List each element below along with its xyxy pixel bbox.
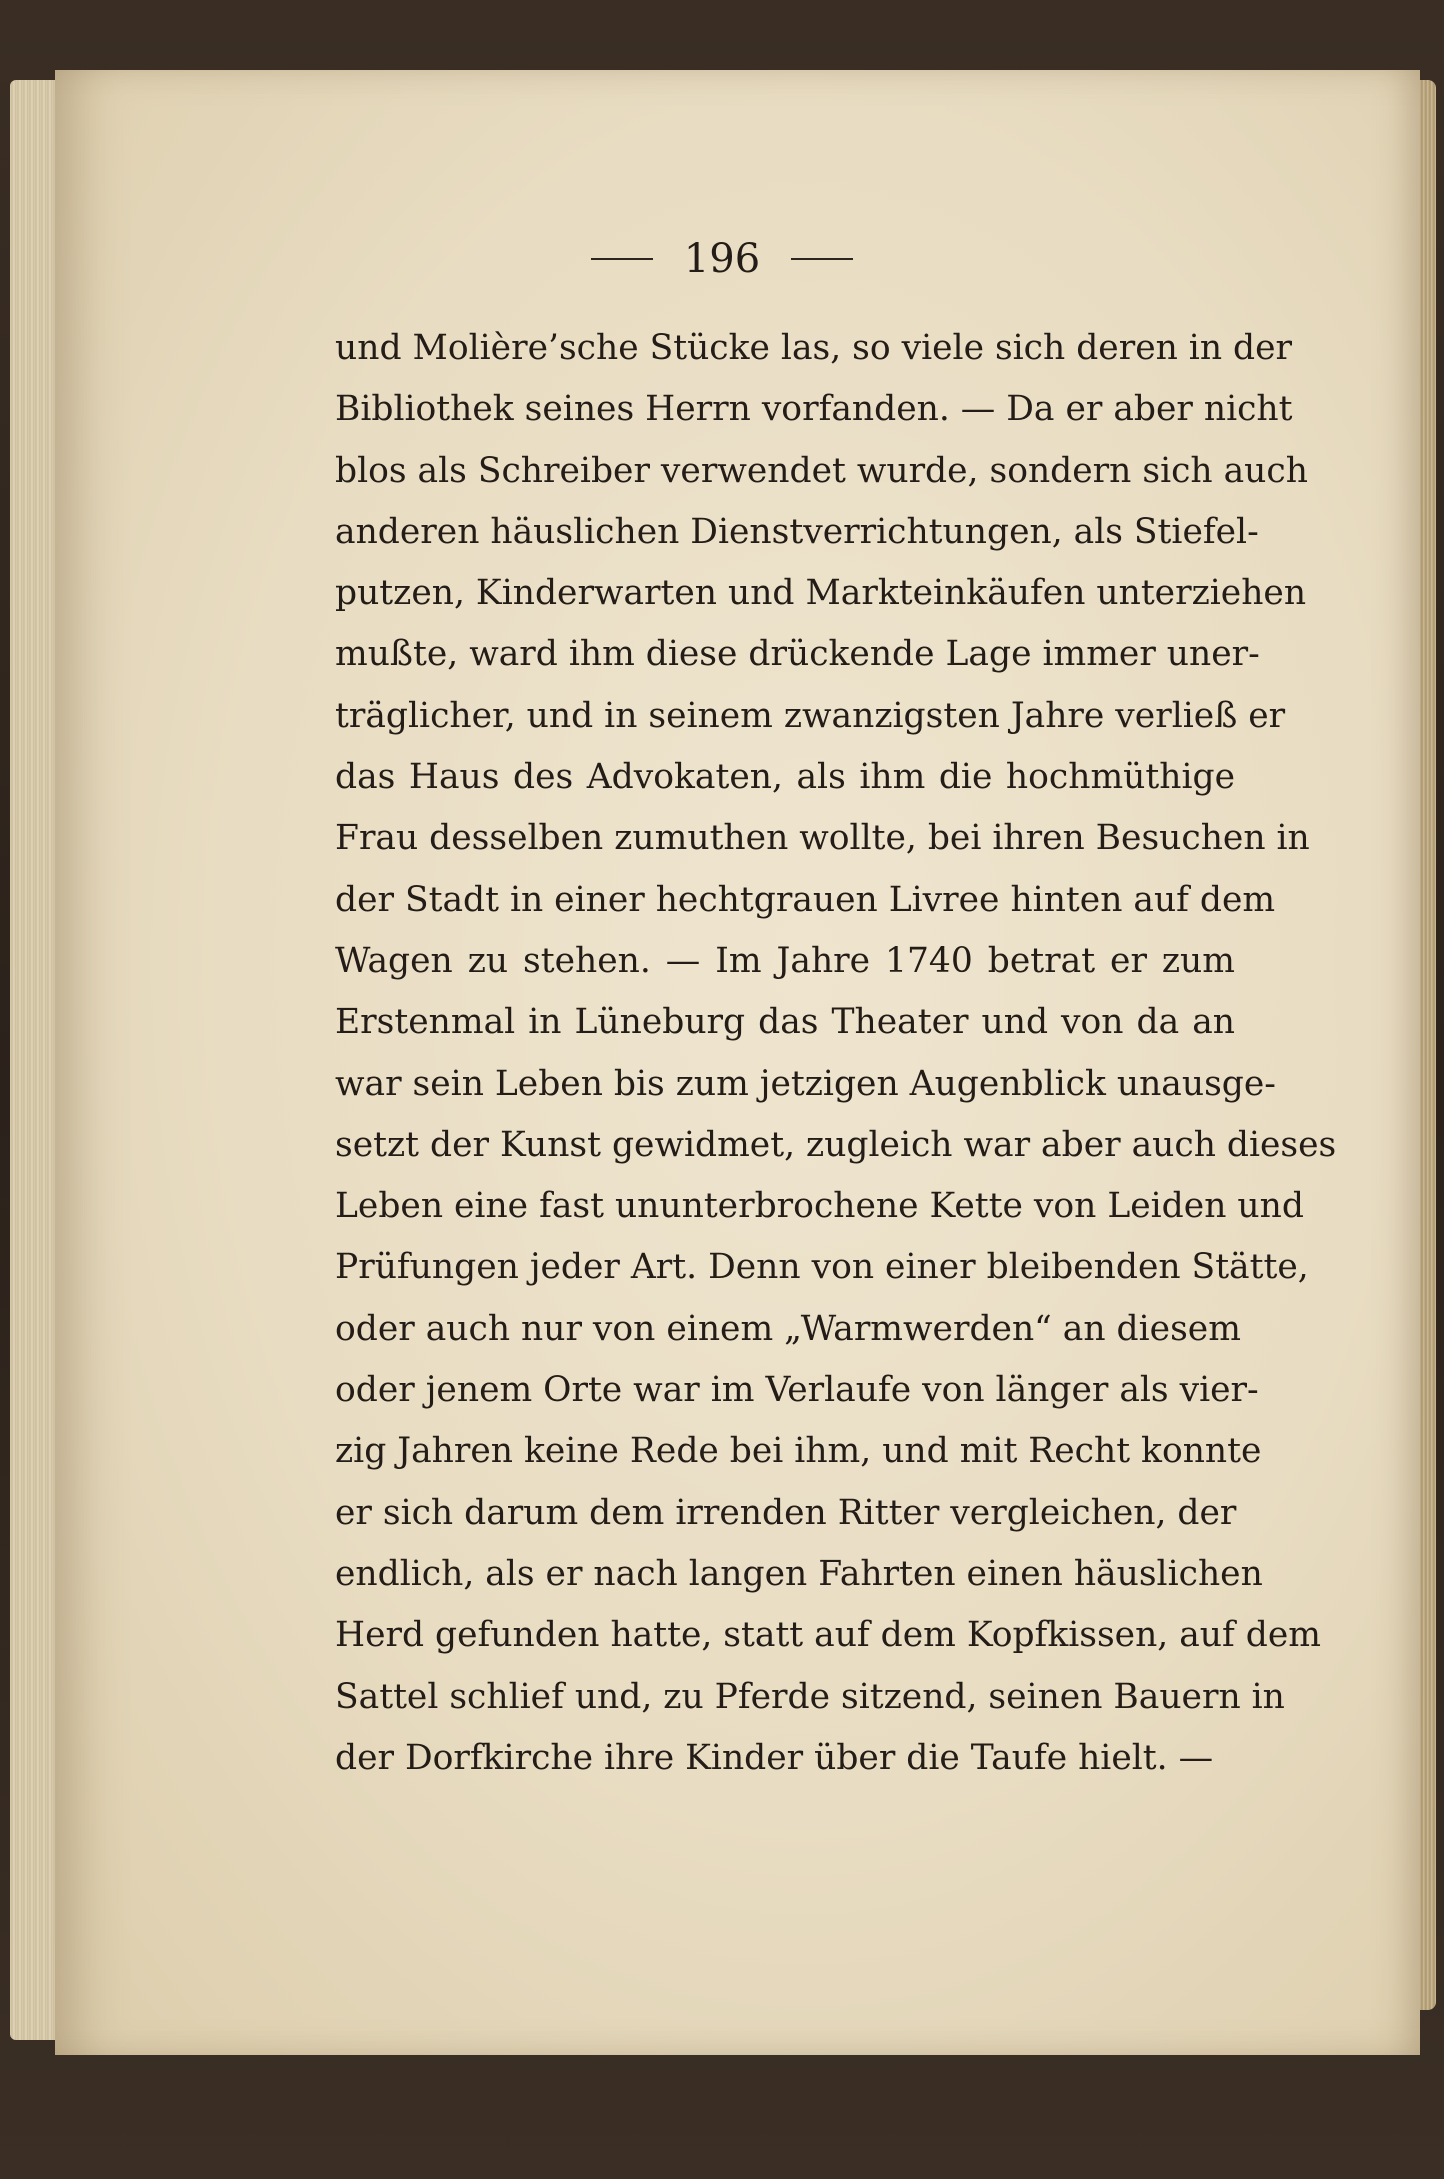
- text-line: träglicher, und in seinem zwanzigsten Jahre verließ er: [335, 695, 1286, 736]
- text-line: oder auch nur von einem „Warmwerden“ an diesem: [335, 1308, 1241, 1349]
- text-line: endlich, als er nach langen Fahrten einen häuslichen: [335, 1553, 1263, 1594]
- text-line: er sich darum dem irrenden Ritter vergleichen, der: [335, 1492, 1237, 1533]
- text-line: der Dorfkirche ihre Kinder über die Taufe hielt. —: [335, 1737, 1214, 1778]
- text-line: Wagen zu stehen. — Im Jahre 1740 betrat er zum: [335, 940, 1235, 981]
- text-line: Prüfungen jeder Art. Denn von einer bleibenden Stätte,: [335, 1247, 1309, 1288]
- text-line: war sein Leben bis zum jetzigen Augenblick unausge-: [335, 1063, 1276, 1104]
- text-line: mußte, ward ihm diese drückende Lage immer uner-: [335, 634, 1260, 675]
- text-line: Leben eine fast ununterbrochene Kette von Leiden und: [335, 1186, 1304, 1227]
- text-line: Herd gefunden hatte, statt auf dem Kopfkissen, auf dem: [335, 1615, 1321, 1656]
- text-line: Frau desselben zumuthen wollte, bei ihren Besuchen in: [335, 818, 1310, 859]
- text-line: der Stadt in einer hechtgrauen Livree hinten auf dem: [335, 879, 1276, 920]
- text-line: Erstenmal in Lüneburg das Theater und von da an: [335, 1002, 1235, 1043]
- header-rule-right: [791, 258, 853, 260]
- text-line: anderen häuslichen Dienstverrichtungen, als Stiefel-: [335, 511, 1259, 552]
- body-text: [335, 318, 1337, 1789]
- text-line: oder jenem Orte war im Verlaufe von länger als vier-: [335, 1370, 1259, 1411]
- text-line: setzt der Kunst gewidmet, zugleich war aber auch dieses: [335, 1124, 1337, 1165]
- text-line: Bibliothek seines Herrn vorfanden. — Da er aber nicht: [335, 389, 1293, 430]
- page-number: 196: [683, 236, 761, 282]
- text-line: Sattel schlief und, zu Pferde sitzend, seinen Bauern in: [335, 1676, 1285, 1717]
- page-header: [0, 236, 1444, 282]
- text-line: putzen, Kinderwarten und Markteinkäufen unterziehen: [335, 573, 1307, 614]
- text-line: zig Jahren keine Rede bei ihm, und mit Recht konnte: [335, 1431, 1262, 1472]
- text-line: und Molière’sche Stücke las, so viele sich deren in der: [335, 328, 1293, 368]
- text-line: das Haus des Advokaten, als ihm die hochmüthige: [335, 757, 1235, 798]
- header-rule-left: [591, 258, 653, 260]
- text-line: blos als Schreiber verwendet wurde, sondern sich auch: [335, 450, 1308, 491]
